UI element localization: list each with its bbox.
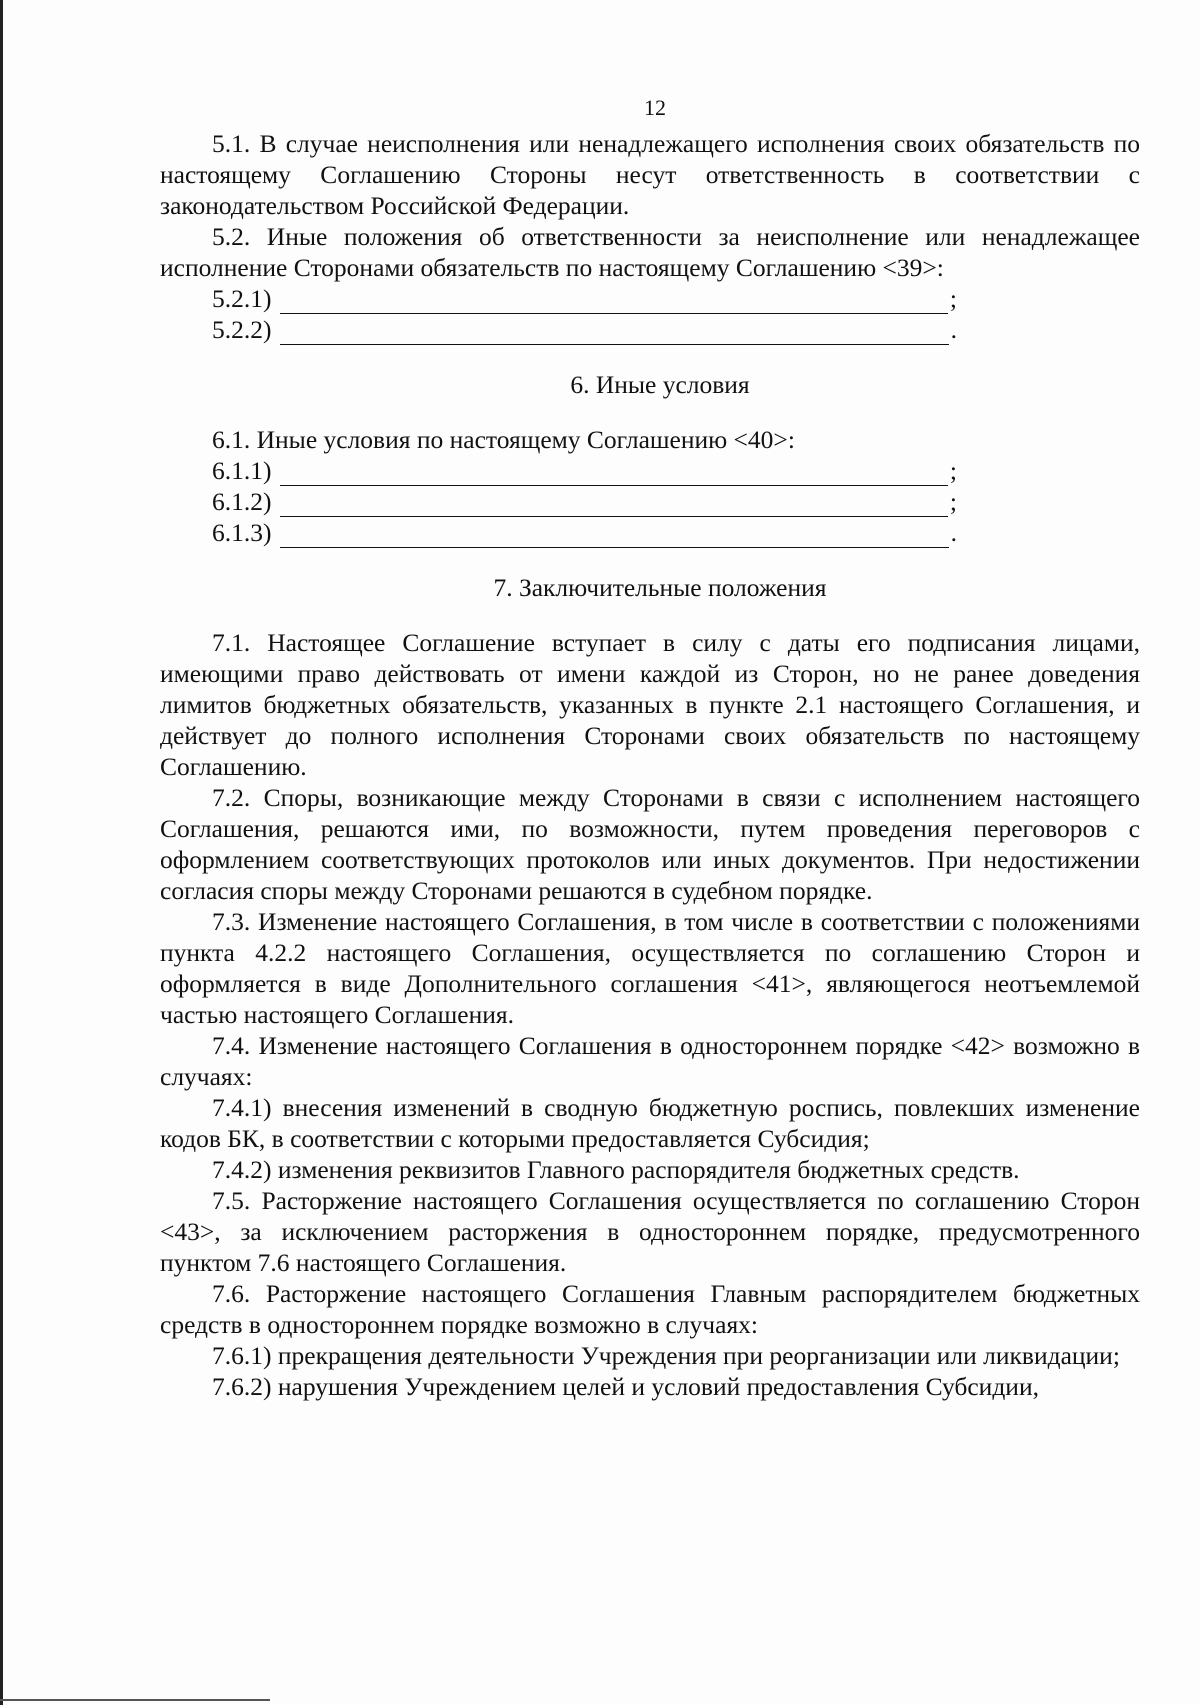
item-punctuation: ;	[949, 487, 957, 516]
paragraph-6-1: 6.1. Иные условия по настоящему Соглашению <40>:	[212, 425, 795, 454]
scan-edge-bottom	[0, 1699, 270, 1701]
fill-line-item	[212, 283, 957, 314]
paragraph-7-1: 7.1. Настоящее Соглашение вступает в силу с даты его подписания лицами, имеющими право действовать от имени каждой из Сторон, но не ранее доведения лимитов бюджетных обязательств, указанных в пункте 2.1 настоящего Соглашения, и действует до полного исполнения Сторонами своих обязательств по настоящему Соглашению.	[160, 628, 1140, 781]
paragraph-7-6: 7.6. Расторжение настоящего Соглашения Главным распорядителем бюджетных средств в одностороннем порядке возможно в случаях:	[160, 1279, 1140, 1339]
item-punctuation: .	[950, 315, 957, 344]
paragraph-7-4: 7.4. Изменение настоящего Соглашения в одностороннем порядке <42> возможно в случаях:	[160, 1031, 1140, 1091]
fill-line-item	[212, 455, 957, 486]
item-label: 5.2.2)	[212, 315, 272, 344]
item-label: 6.1.2)	[212, 487, 272, 516]
blank-line	[280, 494, 948, 517]
paragraph-7-6-1: 7.6.1) прекращения деятельности Учреждения при реорганизации или ликвидации;	[212, 1341, 1120, 1370]
document-body	[160, 128, 1140, 1402]
fill-line-item	[212, 517, 957, 548]
blank-line	[280, 525, 949, 548]
paragraph-7-6-2: 7.6.2) нарушения Учреждением целей и условий предоставления Субсидии,	[212, 1372, 1039, 1401]
section-heading-7: 7. Заключительные положения	[493, 573, 827, 602]
blank-line	[280, 463, 948, 486]
section-heading-6: 6. Иные условия	[570, 370, 750, 399]
paragraph-7-3: 7.3. Изменение настоящего Соглашения, в том числе в соответствии с положениями пункта 4.2.2 настоящего Соглашения, осуществляется по соглашению Сторон и оформляется в виде Дополнительного соглашения <41>, являющегося неотъемлемой частью настоящего Соглашения.	[160, 907, 1140, 1029]
blank-line	[280, 291, 948, 314]
blank-line	[280, 322, 949, 345]
fill-line-item	[212, 314, 957, 345]
item-punctuation: ;	[949, 456, 957, 485]
fill-line-item	[212, 486, 957, 517]
paragraph-7-5: 7.5. Расторжение настоящего Соглашения осуществляется по соглашению Сторон <43>, за исключением расторжения в одностороннем порядке, предусмотренного пунктом 7.6 настоящего Соглашения.	[160, 1186, 1140, 1277]
item-punctuation: ;	[949, 284, 957, 313]
paragraph-7-4-2: 7.4.2) изменения реквизитов Главного распорядителя бюджетных средств.	[212, 1155, 1020, 1184]
scan-edge	[0, 0, 3, 1705]
item-label: 6.1.1)	[212, 456, 272, 485]
paragraph-5-2: 5.2. Иные положения об ответственности за неисполнение или ненадлежащее исполнение Сторонами обязательств по настоящему Соглашению <39>:	[160, 222, 1140, 282]
paragraph-7-2: 7.2. Споры, возникающие между Сторонами в связи с исполнением настоящего Соглашения, решаются ими, по возможности, путем проведения переговоров с оформлением соответствующих протоколов или иных документов. При недостижении согласия споры между Сторонами решаются в судебном порядке.	[160, 783, 1140, 905]
paragraph-5-1: 5.1. В случае неисполнения или ненадлежащего исполнения своих обязательств по настоящему Соглашению Стороны несут ответственность в соответствии с законодательством Российской Федерации.	[160, 129, 1140, 220]
item-label: 5.2.1)	[212, 284, 272, 313]
item-punctuation: .	[950, 518, 957, 547]
page-number: 12	[644, 95, 666, 120]
item-label: 6.1.3)	[212, 518, 272, 547]
paragraph-7-4-1: 7.4.1) внесения изменений в сводную бюджетную роспись, повлекших изменение кодов БК, в соответствии с которыми предоставляется Субсидия;	[160, 1093, 1140, 1153]
